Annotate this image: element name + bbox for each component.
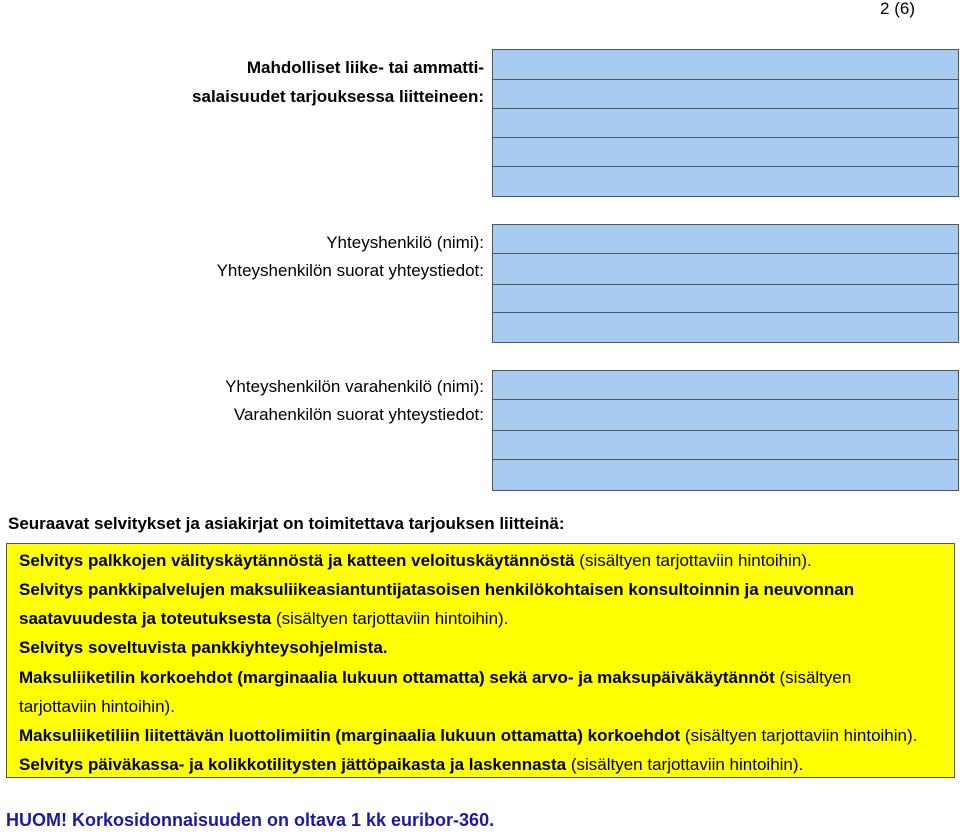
deputy-name-label: Yhteyshenkilön varahenkilö (nimi): — [225, 377, 484, 396]
secrets-input-row[interactable] — [493, 108, 958, 137]
deputy-info-field[interactable] — [493, 399, 958, 430]
attachment-line: Selvitys pankkipalvelujen maksuliikeasiantuntijatasoisen henkilökohtaisen konsultoinnin ja neuvonnan — [19, 580, 855, 599]
deputy-name-field[interactable] — [493, 370, 958, 399]
secrets-input-row[interactable] — [493, 166, 958, 196]
secrets-label-line1: Mahdolliset liike- tai ammatti- — [246, 58, 484, 77]
secrets-input-grid — [492, 49, 959, 197]
secrets-input-row[interactable] — [493, 79, 958, 108]
contact-name-label: Yhteyshenkilö (nimi): — [326, 233, 484, 252]
attachment-line: Maksuliiketilin korkoehdot (marginaalia lukuun ottamatta) sekä arvo- ja maksupäiväkäytännöt (sisältyen — [19, 668, 852, 687]
contact-info-field[interactable] — [493, 253, 958, 284]
contact-info-label: Yhteyshenkilön suorat yhteystiedot: — [216, 261, 484, 280]
attachment-line: Selvitys soveltuvista pankkiyhteysohjelmista. — [19, 638, 388, 657]
contact-info-field[interactable] — [493, 312, 958, 342]
contact-input-grid — [492, 224, 959, 343]
deputy-info-field[interactable] — [493, 459, 958, 490]
secrets-input-row[interactable] — [493, 137, 958, 166]
deputy-info-field[interactable] — [493, 430, 958, 459]
secrets-input-row[interactable] — [493, 49, 958, 79]
attachments-list — [6, 543, 955, 778]
attachment-line: Selvitys palkkojen välityskäytännöstä ja katteen veloituskäytännöstä (sisältyen tarjottaviin hintoihin). — [19, 551, 812, 570]
attachment-line: tarjottaviin hintoihin). — [19, 697, 175, 716]
attachment-line: Maksuliiketiliin liitettävän luottolimiitin (marginaalia lukuun ottamatta) korkoehdot (sisältyen tarjottaviin hintoihin). — [19, 726, 918, 745]
page-number: 2 (6) — [880, 0, 915, 18]
attachments-title: Seuraavat selvitykset ja asiakirjat on toimitettava tarjouksen liitteinä: — [8, 514, 565, 533]
deputy-input-grid — [492, 370, 959, 491]
secrets-label-line2: salaisuudet tarjouksessa liitteineen: — [192, 87, 484, 106]
interest-note: HUOM! Korkosidonnaisuuden on oltava 1 kk euribor-360. — [6, 810, 495, 830]
attachment-line: saatavuudesta ja toteutuksesta (sisältyen tarjottaviin hintoihin). — [19, 609, 509, 628]
deputy-info-label: Varahenkilön suorat yhteystiedot: — [233, 405, 484, 424]
contact-info-field[interactable] — [493, 284, 958, 312]
contact-name-field[interactable] — [493, 224, 958, 253]
attachment-line: Selvitys päiväkassa- ja kolikkotilitysten jättöpaikasta ja laskennasta (sisältyen tarjottaviin hintoihin). — [19, 755, 804, 774]
